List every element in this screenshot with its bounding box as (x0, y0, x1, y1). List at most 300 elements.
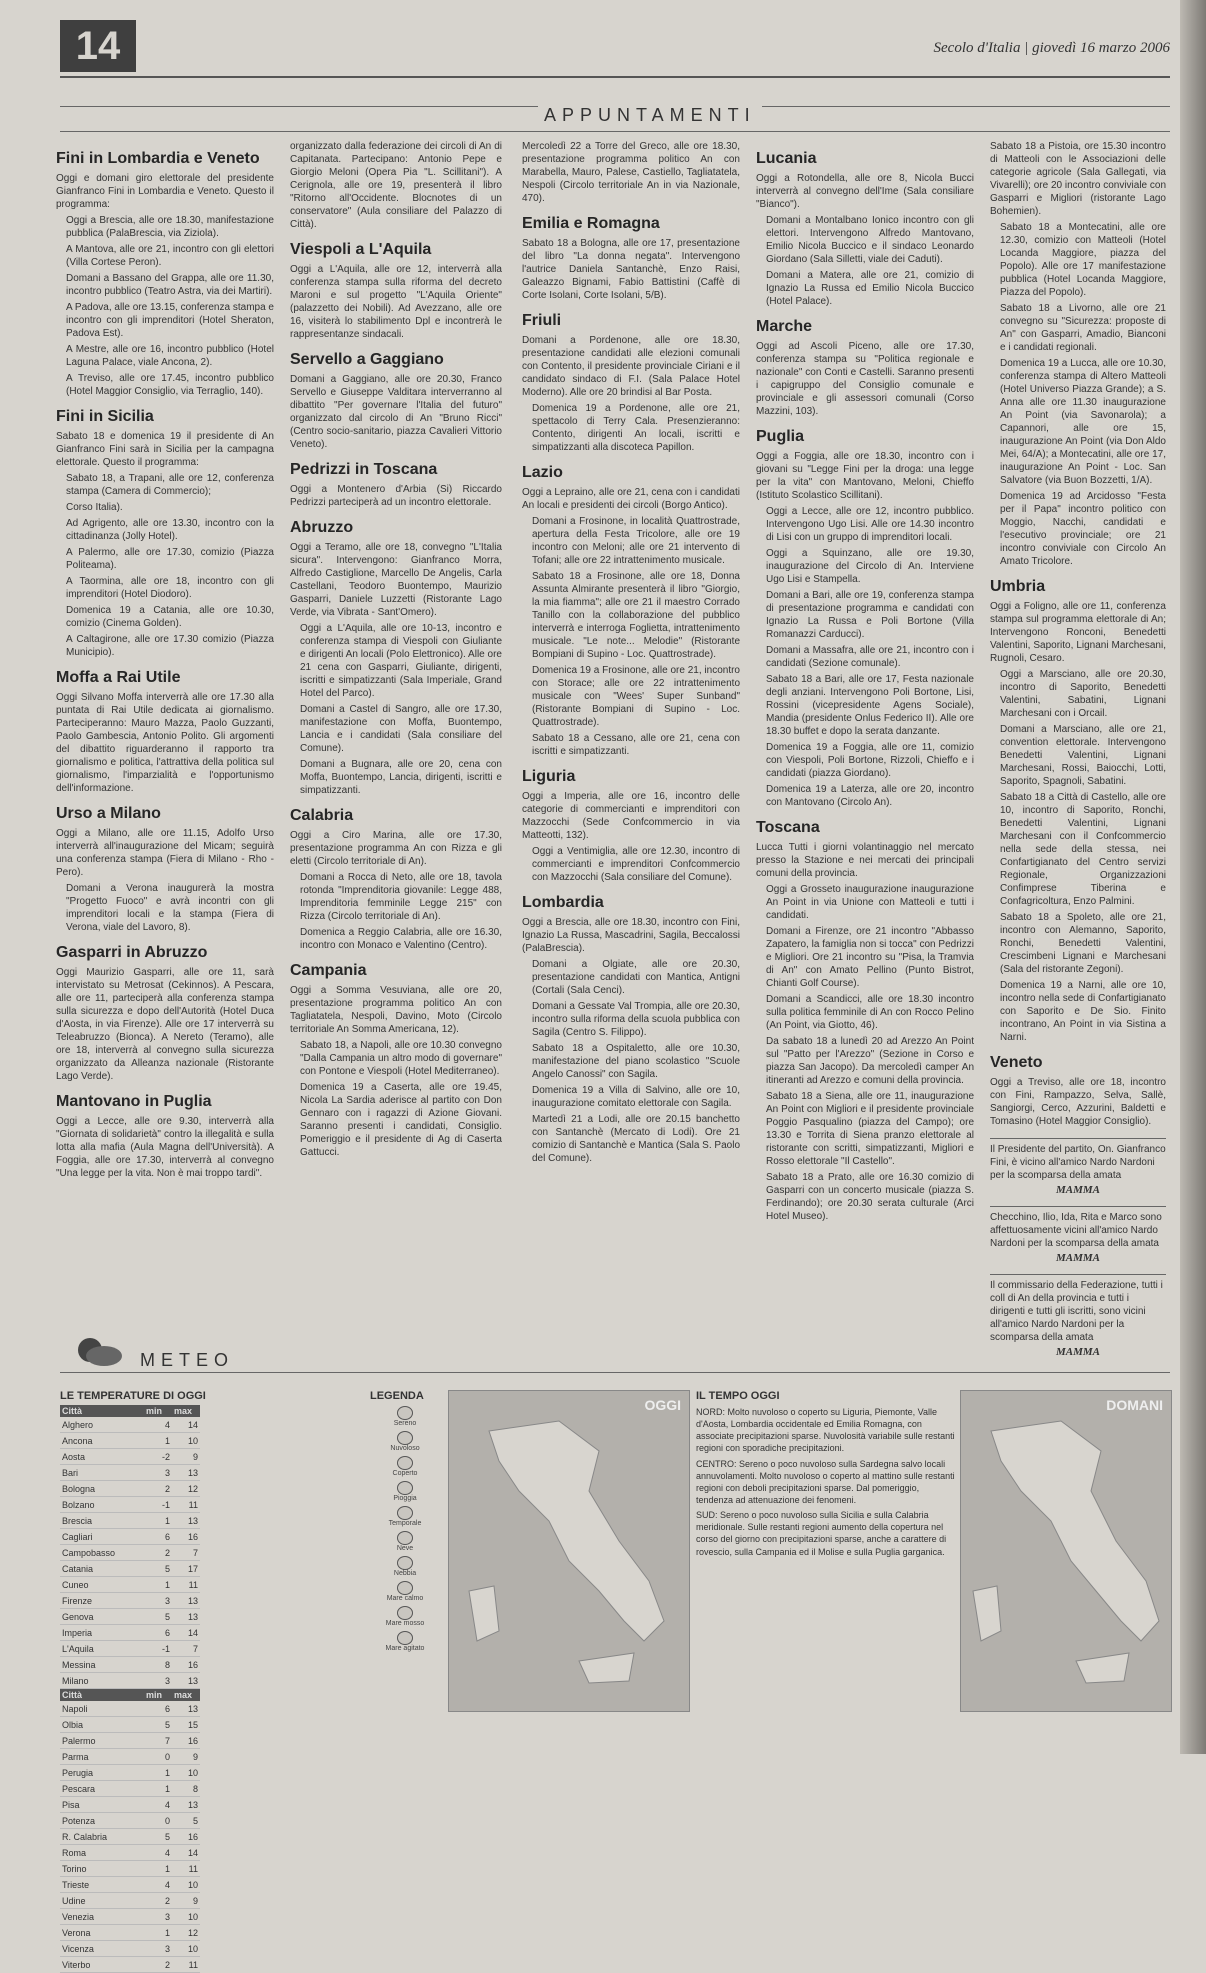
temperature-row (60, 1797, 200, 1813)
article-title-emilia-e-romagna: Emilia e Romagna (522, 215, 660, 232)
max-temp: 9 (172, 1893, 200, 1909)
city-name: Palermo (60, 1733, 144, 1749)
article-title-umbria: Umbria (990, 578, 1046, 595)
column-1 (56, 140, 274, 1183)
city-name: Roma (60, 1845, 144, 1861)
city-name: Catania (60, 1561, 144, 1577)
article-paragraph: Oggi a Milano, alle ore 11.15, Adolfo Urso interverrà all'inaugurazione del Micam; seguirà una conferenza stampa (Fiera di Milano - Rho - Pero). (56, 828, 274, 878)
article-paragraph: Domani a Marsciano, alle ore 21, convention elettorale. Intervengono Benedetti Valentini, Lignani Marchesani, Rossi, Baiocchi, Lotti, Saporito, Spagnoli, Sabatini. (1000, 724, 1166, 787)
article-paragraph: Oggi a Teramo, alle ore 18, convegno "L'Italia sicura". Intervengono: Gianfranco Morra, Alfredo Castiglione, Marcello De Angelis, Carla Castellani, Teodoro Buontempo, Maurizio Gasparri, Daniele Luzzetti (Ristorante Lago Verde, via Vibrata - Sant'Omero). (290, 542, 502, 618)
weather-symbol-icon (397, 1606, 413, 1620)
article-paragraph: Domani a Matera, alle ore 21, comizio di Ignazio La Russa ed Emilio Nicola Buccico (Hotel Palace). (766, 270, 974, 307)
article-paragraph: Domani a Bari, alle ore 19, conferenza stampa di presentazione programma e candidati con Ignazio La Russa e Poli Bortone (Villa Romanazzi Carducci). (766, 590, 974, 640)
temperature-row (60, 1845, 200, 1861)
min-temp: 5 (144, 1717, 172, 1733)
weather-symbol-icon (397, 1631, 413, 1645)
article-paragraph: Oggi a Marsciano, alle ore 20.30, incontro di Saporito, Benedetti Valentini, Sabatini, Lignani Marchesani con i Orcail. (1000, 669, 1166, 719)
temperature-row (60, 1545, 200, 1561)
legend-item (370, 1631, 440, 1652)
column-2 (290, 140, 502, 1162)
column-5 (990, 140, 1166, 1366)
article-paragraph: Oggi a Foligno, alle ore 11, conferenza stampa sul programma elettorale di An; Intervengono Ronconi, Benedetti Valentini, Saporito, Lignani Marchesani, Rugnoli, Cesaro. (990, 601, 1166, 664)
article-title-toscana: Toscana (756, 819, 820, 836)
article-paragraph: Domenica 19 a Foggia, alle ore 11, comizio con Viespoli, Poli Bortone, Rizzoli, Chieffo e i candidati (piazza Giordano). (766, 742, 974, 779)
min-temp: 1 (144, 1433, 172, 1449)
article-paragraph: Sabato 18 a Frosinone, alle ore 18, Donna Assunta Almirante presenterà il libro "Giorgio, la mia fiamma"; alle ore 21 il maestro Corrado Tanillo con la collaborazione del pubblico interverrà e interroga Foglietta, intrattenimento musicale. "Le note... Melodie" (Ristorante Bompiani di Supino - Loc. Quattrostrade). (532, 571, 740, 660)
city-name: Venezia (60, 1909, 144, 1925)
article-paragraph: Sabato 18, a Trapani, alle ore 12, conferenza stampa (Camera di Commercio); (66, 473, 274, 497)
col-header-city: Città (60, 1405, 144, 1417)
city-name: Trieste (60, 1877, 144, 1893)
article-title-fini-in-sicilia: Fini in Sicilia (56, 408, 154, 425)
min-temp: 5 (144, 1561, 172, 1577)
article-paragraph: Oggi a Ventimiglia, alle ore 12.30, incontro di commercianti e imprenditori Confcommercio con Mazzocchi (Sala consiliare del Comune). (532, 846, 740, 883)
article-paragraph: Oggi Maurizio Gasparri, alle ore 11, sarà intervistato su Metrosat (Cekinnos). A Pescara, alle ore 11, parteciperà alla conferenza stampa sulla sicurezza e dopo dell'Autorità (Hotel Duca d'Aosta, in via Firenze). Alle ore 17 interverrà su Teleabruzzo (Bionca). A Nereto (Teramo), alle ore 18, interverrà al convegno sulla sicurezza organizzato da Alleanza nazionale (Ristorante Lago Verde). (56, 967, 274, 1082)
city-name: Imperia (60, 1625, 144, 1641)
article-paragraph: Sabato 18 a Cessano, alle ore 21, cena con iscritti e simpatizzanti. (532, 733, 740, 757)
article-title-lucania: Lucania (756, 150, 817, 167)
article-paragraph: Domenica 19 a Pordenone, alle ore 21, spettacolo di Terry Cala. Presenzieranno: Contento, dirigenti An locali, iscritti e simpatizzanti alla discoteca Papillon. (532, 403, 740, 453)
city-name: Cuneo (60, 1577, 144, 1593)
forecast-south: SUD: Sereno o poco nuvoloso sulla Sicilia e sulla Calabria meridionale. Sulle restanti regioni aumento della copertura nel corso del giorno con precipitazioni sparse, anche a carattere di rovescio, sulla Campania ed il Molise e sulla Puglia garganica. (696, 1510, 947, 1557)
article-paragraph: Domani a Scandicci, alle ore 18.30 incontro sulla politica femminile di An con Rocco Pelino (An Point, via Giotto, 46). (766, 994, 974, 1031)
max-temp: 10 (172, 1765, 200, 1781)
city-name: Bolzano (60, 1497, 144, 1513)
article-title-friuli: Friuli (522, 312, 562, 329)
max-temp: 17 (172, 1561, 200, 1577)
max-temp: 12 (172, 1925, 200, 1941)
legend-item (370, 1581, 440, 1602)
temperature-row (60, 1449, 200, 1465)
article-paragraph: Domani a Gaggiano, alle ore 20.30, Franco Servello e Giuseppe Valditara interverranno al dibattito "Per governare l'Italia del futuro" organizzato dal circolo di An "Bruno Ricci" (Centro socio-sanitario, piazza Cavalieri Vittorio Veneto). (290, 374, 502, 450)
temperatures-title: LE TEMPERATURE DI OGGI (60, 1390, 206, 1402)
article-paragraph: A Treviso, alle ore 17.45, incontro pubblico (Hotel Maggior Consiglio, via Terraglio, 140). (66, 373, 274, 397)
weather-symbol-icon (397, 1456, 413, 1470)
article-title-campania: Campania (290, 962, 367, 979)
temperature-row (60, 1641, 200, 1657)
temperature-row (60, 1717, 200, 1733)
article-paragraph: Sabato 18 a Livorno, alle ore 21 convegno su "Sicurezza: proposte di An" con Gasparri, Amadio, Bianconi e i candidati regionali. (1000, 303, 1166, 353)
article-paragraph: Oggi a Squinzano, alle ore 19.30, inaugurazione del Circolo di An. Interviene Ugo Lisi e Stampella. (766, 548, 974, 585)
weather-symbol-icon (397, 1406, 413, 1420)
max-temp: 10 (172, 1433, 200, 1449)
article-title-servello-a-gaggiano: Servello a Gaggiano (290, 351, 444, 368)
max-temp: 10 (172, 1909, 200, 1925)
forecast-text (696, 1390, 956, 1561)
death-notices (990, 1138, 1166, 1358)
city-name: Firenze (60, 1593, 144, 1609)
legend-label: Neve (396, 1545, 414, 1552)
article-title-moffa-a-rai-utile: Moffa a Rai Utile (56, 669, 181, 686)
col-header-min: min (144, 1405, 172, 1417)
notice-signature: MAMMA (1055, 1346, 1101, 1358)
min-temp: 3 (144, 1673, 172, 1689)
notice-signature: MAMMA (1055, 1184, 1101, 1196)
city-name: Udine (60, 1893, 144, 1909)
italy-map-tomorrow (961, 1391, 1171, 1711)
min-temp: 0 (144, 1813, 172, 1829)
article-paragraph: Oggi a Grosseto inaugurazione inaugurazione An Point in via Unione con Matteoli e tutti i candidati. (766, 884, 974, 921)
article-paragraph: Sabato 18 a Prato, alle ore 16.30 comizio di Gasparri con un concerto musicale (piazza S. Ferdinando); ore 20.30 serata culturale (Arci Hotel Museo). (766, 1172, 974, 1222)
min-temp: 5 (144, 1829, 172, 1845)
notice-text: Il Presidente del partito, On. Gianfranco Fini, è vicino all'amico Nardo Nardoni per la scomparsa della amata (990, 1138, 1166, 1182)
temperature-row (60, 1417, 200, 1433)
column-5-articles (990, 140, 1166, 1128)
article-paragraph: Oggi a Treviso, alle ore 18, incontro con Fini, Rampazzo, Selva, Sallè, Sangiorgi, Cerco, Azzurini, Baldetti e Tomasino (Hotel Maggior Consiglio). (990, 1077, 1166, 1127)
temperature-row (60, 1513, 200, 1529)
article-paragraph: Domani a Verona inaugurerà la mostra "Progetto Fuoco" e avrà incontri con gli imprenditori locali e la stampa (Fiera di Verona, viale del Lavoro, 8). (66, 883, 274, 933)
article-paragraph: Oggi a Imperia, alle ore 16, incontro delle categorie di commercianti e imprenditori con Mazzocchi (Sede Confcommercio in via Matteotti, 132). (522, 791, 740, 841)
legend-item (370, 1456, 440, 1477)
masthead: Secolo d'Italia | giovedì 16 marzo 2006 (933, 40, 1170, 56)
temperature-row (60, 1941, 200, 1957)
article-paragraph: Oggi a L'Aquila, alle ore 10-13, incontro e conferenza stampa di Viespoli con Giuliante e dirigenti An locali (Polo Elettronico). Alle ore 21 cena con Gasparri, Giuliante, dirigenti, iscritti e simpatizzanti (Sala Imperiale, Grand Hotel del Parco). (300, 623, 502, 699)
article-paragraph: Domenica 19 a Narni, alle ore 10, incontro nella sede di Confartigianato con Saporito e De Sio. Finito incontrano, An Point in via Sistina a Narni. (1000, 980, 1166, 1043)
city-name: Genova (60, 1609, 144, 1625)
temperature-row (60, 1657, 200, 1673)
min-temp: 5 (144, 1609, 172, 1625)
min-temp: 6 (144, 1625, 172, 1641)
min-temp: 1 (144, 1513, 172, 1529)
temperature-row (60, 1497, 200, 1513)
city-name: L'Aquila (60, 1641, 144, 1657)
article-paragraph: Oggi Silvano Moffa interverrà alle ore 17.30 alla puntata di Rai Utile dedicata ai giornalismo. Parteciperanno: Mauro Mazza, Paolo Guzzanti, Paolo Gambescia, Antonio Polito. Gli argomenti del dibattito riguarderanno il rapporto tra giornalismo e politica, l'attrattiva della politica sul giornalismo, l'imparzialità e l'opportunismo dell'informazione. (56, 692, 274, 794)
legend-label: Nuvoloso (390, 1445, 420, 1452)
article-paragraph: Domani a Pordenone, alle ore 18.30, presentazione candidati alle elezioni comunali con Contento, il presidente provinciale Ciriani e il candidato sindaco di F.I. (Sala Palace Hotel Moderno). Alle ore 20 brindisi al Bar Posta. (522, 335, 740, 398)
min-temp: 1 (144, 1765, 172, 1781)
article-paragraph: Oggi a L'Aquila, alle ore 12, interverrà alla conferenza stampa sulla riforma del decreto Maroni e sul progetto "L'Aquila Oriente" (palazzetto dei Nobili). Ad Avezzano, alle ore 16, visiterà lo stabilimento Dpl e incontrerà le rappresentanze sindacali. (290, 264, 502, 340)
city-name: Aosta (60, 1449, 144, 1465)
article-paragraph: Domani a Frosinone, in località Quattrostrade, apertura della Festa Tricolore, alle ore 19 incontro con Meloni; alle ore 21 intervento di Tofani; alle ore 22 intrattenimento musicale. (532, 516, 740, 566)
article-paragraph: Domenica 19 a Laterza, alle ore 20, incontro con Mantovano (Circolo An). (766, 784, 974, 808)
max-temp: 12 (172, 1481, 200, 1497)
article-paragraph: Domani a Rocca di Neto, alle ore 18, tavola rotonda "Imprenditoria giovanile: Legge 488, Imprenditoria femminile Legge 215" con Rizza (Circolo territoriale di An). (300, 872, 502, 922)
article-title-marche: Marche (756, 318, 813, 335)
temperature-row (60, 1957, 200, 1973)
article-paragraph: Domani a Gessate Val Trompia, alle ore 20.30, incontro sulla riforma della scuola pubblica con Sagila (Centro S. Filippo). (532, 1001, 740, 1038)
notice-signature: MAMMA (1055, 1252, 1101, 1264)
min-temp: 4 (144, 1417, 172, 1433)
temperature-row (60, 1609, 200, 1625)
article-paragraph: Oggi a Foggia, alle ore 18.30, incontro con i giovani su "Legge Fini per la droga: una legge per la vita" con Mantovano, Meloni, Chieffo (Istituto Scolastico Scillitani). (756, 451, 974, 501)
min-temp: 4 (144, 1845, 172, 1861)
max-temp: 16 (172, 1829, 200, 1845)
article-paragraph: Oggi a Lepraino, alle ore 21, cena con i candidati An locali e presidenti dei circoli (Borgo Antico). (522, 487, 740, 511)
temperature-row (60, 1625, 200, 1641)
min-temp: 4 (144, 1797, 172, 1813)
max-temp: 14 (172, 1417, 200, 1433)
article-paragraph: Sabato 18 a Bologna, alle ore 17, presentazione del libro "La donna negata". Intervengono l'autrice Daniela Santanchè, Enzo Raisi, Galeazzo Bignami, Fabio Battistini (Caffè di Corte Isolani, Corte Isolani, 5/B). (522, 238, 740, 301)
temperature-row (60, 1909, 200, 1925)
weather-map-today (448, 1390, 690, 1712)
map-today-label: OGGI (644, 1397, 681, 1413)
legend-label: Temporale (388, 1520, 422, 1527)
article-title-veneto: Veneto (990, 1054, 1043, 1071)
max-temp: 8 (172, 1781, 200, 1797)
city-name: R. Calabria (60, 1829, 144, 1845)
max-temp: 10 (172, 1941, 200, 1957)
min-temp: 7 (144, 1733, 172, 1749)
legend-item (370, 1506, 440, 1527)
city-name: Perugia (60, 1765, 144, 1781)
article-paragraph: Oggi a Rotondella, alle ore 8, Nicola Bucci interverrà al convegno dell'Ime (Sala consiliare "Bianco"). (756, 173, 974, 210)
article-paragraph: Domenica 19 a Caserta, alle ore 19.45, Nicola La Sardia aderisce al partito con Don Gennaro con i ragazzi di Azione Giovani. Saranno presenti i candidati, Consiglio. Pomeriggio e il presidente di Ag di Caserta Gattucci. (300, 1082, 502, 1158)
temperature-row (60, 1481, 200, 1497)
weather-symbol-icon (397, 1506, 413, 1520)
article-paragraph: Oggi a Ciro Marina, alle ore 17.30, presentazione programma An con Rizza e gli eletti (Circolo territoriale di An). (290, 830, 502, 867)
article-title-fini-in-lombardia-e-veneto: Fini in Lombardia e Veneto (56, 150, 260, 167)
max-temp: 16 (172, 1657, 200, 1673)
max-temp: 14 (172, 1845, 200, 1861)
article-paragraph: Domenica 19 a Villa di Salvino, alle ore 10, inaugurazione comitato elettorale con Sagila. (532, 1085, 740, 1109)
article-paragraph: Oggi a Montenero d'Arbia (Si) Riccardo Pedrizzi parteciperà ad un incontro elettorale. (290, 484, 502, 508)
max-temp: 13 (172, 1593, 200, 1609)
temperature-table-right (60, 1689, 200, 1973)
temperature-row (60, 1765, 200, 1781)
notice-text: Checchino, Ilio, Ida, Rita e Marco sono affettuosamente vicini all'amico Nardo Nardoni per la scomparsa della amata (990, 1206, 1166, 1250)
article-paragraph: Oggi a Brescia, alle ore 18.30, incontro con Fini, Ignazio La Russa, Mascadrini, Sagila, Beccalossi (PalaBrescia). (522, 917, 740, 954)
max-temp: 14 (172, 1625, 200, 1641)
legend-title: LEGENDA (370, 1390, 424, 1402)
article-title-urso-a-milano: Urso a Milano (56, 805, 161, 822)
weather-legend (370, 1390, 440, 1652)
temperature-row (60, 1701, 200, 1717)
article-paragraph: Oggi a Somma Vesuviana, alle ore 20, presentazione programma politico An con Tagliatatela, Nespoli, Davino, Moto (Circolo territoriale An Somma Americana, 12). (290, 985, 502, 1035)
city-name: Brescia (60, 1513, 144, 1529)
max-temp: 11 (172, 1497, 200, 1513)
notice-text: Il commissario della Federazione, tutti i coll di An della provincia e tutti i dirigenti e tutti gli iscritti, sono vicini all'amico Nardo Nardoni per la scomparsa della amata (990, 1274, 1166, 1344)
legend-label: Nebbia (393, 1570, 417, 1577)
temperature-tables (60, 1390, 350, 1973)
italy-map-today (449, 1391, 689, 1711)
article-paragraph: Sabato 18 a Spoleto, alle ore 21, incontro con Alemanno, Saporito, Ronchi, Benedetti Valentini, Crescimbeni Lignani e Marchesani (Sala del ristorante Zegoni). (1000, 912, 1166, 975)
legend-label: Pioggia (393, 1495, 417, 1502)
city-name: Olbia (60, 1717, 144, 1733)
legend-item (370, 1531, 440, 1552)
max-temp: 9 (172, 1449, 200, 1465)
max-temp: 13 (172, 1513, 200, 1529)
meteo-title: METEO (140, 1350, 235, 1370)
min-temp: 2 (144, 1893, 172, 1909)
article-paragraph: Domenica 19 a Frosinone, alle ore 21, incontro con Storace; alle ore 22 intrattenimento musicale con "Wees' Super Sunband" (Ristorante Bompiani di Supino - Loc. Quattrostrade). (532, 665, 740, 728)
city-name: Verona (60, 1925, 144, 1941)
legend-item (370, 1406, 440, 1427)
article-title-puglia: Puglia (756, 428, 805, 445)
max-temp: 16 (172, 1529, 200, 1545)
max-temp: 11 (172, 1957, 200, 1973)
max-temp: 13 (172, 1465, 200, 1481)
article-title-pedrizzi-in-toscana: Pedrizzi in Toscana (290, 461, 438, 478)
temperature-row (60, 1749, 200, 1765)
article-title-gasparri-in-abruzzo: Gasparri in Abruzzo (56, 944, 208, 961)
max-temp: 7 (172, 1545, 200, 1561)
article-paragraph: Domenica a Reggio Calabria, alle ore 16.30, incontro con Monaco e Valentino (Centro). (300, 927, 502, 951)
forecast-north: NORD: Molto nuvoloso o coperto su Liguria, Piemonte, Valle d'Aosta, Lombardia occidentale ed Emilia Romagna, con associate precipitazioni sparse. Nuvolosità variabile sulle restanti regioni con sporadiche precipitazioni. (696, 1407, 955, 1454)
column-4 (756, 140, 974, 1226)
max-temp: 13 (172, 1673, 200, 1689)
legend-item (370, 1481, 440, 1502)
min-temp: 3 (144, 1593, 172, 1609)
col-header-max: max (172, 1405, 200, 1417)
max-temp: 9 (172, 1749, 200, 1765)
min-temp: -1 (144, 1641, 172, 1657)
city-name: Vicenza (60, 1941, 144, 1957)
temperature-row (60, 1433, 200, 1449)
article-paragraph: Sabato 18 a Siena, alle ore 11, inaugurazione An Point con Migliori e il presidente provinciale Poggio Pasqualino (piazza del Campo); ore 13.30 e Torrita di Siena pranzo elettorale al ristorante con scritti, simpatizzanti, Migliori e Rosso elettorale "Il Castello". (766, 1091, 974, 1167)
min-temp: 4 (144, 1877, 172, 1893)
city-name: Pescara (60, 1781, 144, 1797)
min-temp: 3 (144, 1909, 172, 1925)
max-temp: 11 (172, 1861, 200, 1877)
col-header-max: max (172, 1689, 200, 1701)
max-temp: 11 (172, 1577, 200, 1593)
article-paragraph: Domani a Firenze, ore 21 incontro "Abbasso Zapatero, la famiglia non si tocca" con Pedrizzi e Migliori. Ore 21 incontro su "Pisa, la Tramvia di An" con Amato Pellino (Punto Bistrot, Chianti Golf Course). (766, 926, 974, 989)
temperature-row (60, 1529, 200, 1545)
min-temp: 0 (144, 1749, 172, 1765)
section-title: APPUNTAMENTI (538, 105, 762, 126)
temperature-row (60, 1577, 200, 1593)
temperature-row (60, 1465, 200, 1481)
min-temp: -1 (144, 1497, 172, 1513)
col-header-city: Città (60, 1689, 144, 1701)
weather-symbol-icon (397, 1481, 413, 1495)
min-temp: 2 (144, 1545, 172, 1561)
temperature-row (60, 1893, 200, 1909)
temperature-row (60, 1829, 200, 1845)
legend-label: Coperto (392, 1470, 418, 1477)
article-title-lazio: Lazio (522, 464, 563, 481)
legend-label: Mare agitato (385, 1645, 425, 1652)
page-number: 14 (60, 20, 136, 72)
temperature-row (60, 1925, 200, 1941)
min-temp: 2 (144, 1957, 172, 1973)
max-temp: 10 (172, 1877, 200, 1893)
city-name: Messina (60, 1657, 144, 1673)
min-temp: 1 (144, 1925, 172, 1941)
city-name: Bari (60, 1465, 144, 1481)
min-temp: 6 (144, 1529, 172, 1545)
min-temp: 1 (144, 1577, 172, 1593)
temperature-row (60, 1877, 200, 1893)
page-spine (1180, 0, 1206, 1754)
article-paragraph: Sabato 18 e domenica 19 il presidente di An Gianfranco Fini sarà in Sicilia per la campagna elettorale. Questo il programma: (56, 431, 274, 468)
meteo-header (60, 1350, 1170, 1373)
city-name: Viterbo (60, 1957, 144, 1973)
section-header (60, 106, 1170, 132)
map-tomorrow-label: DOMANI (1106, 1397, 1163, 1413)
article-paragraph: Sabato 18 a Bari, alle ore 17, Festa nazionale degli anziani. Intervengono Poli Bortone, Lisi, Rossini (vicepresidente Agens Sociale), Mandia (presidente Onlus Federico II). Alle ore 18.30 buffet e dopo la serata danzante. (766, 674, 974, 737)
min-temp: 2 (144, 1481, 172, 1497)
article-paragraph: Ad Agrigento, alle ore 13.30, incontro con la cittadinanza (Jolly Hotel). (66, 518, 274, 542)
temperature-row (60, 1781, 200, 1797)
weather-symbol-icon (397, 1556, 413, 1570)
article-paragraph: Domani a Montalbano Ionico incontro con gli elettori. Intervengono Alfredo Mantovano, Emilio Nicola Buccico e il sindaco Leonardo Giordano (Sala Silletti, viale dei Caduti). (766, 215, 974, 265)
city-name: Bologna (60, 1481, 144, 1497)
article-paragraph: Mercoledì 22 a Torre del Greco, alle ore 18.30, presentazione programma politico An con Marabella, Mauro, Palese, Castiello, Tagliatatela, Nespoli (Circolo territoriale An in via Nazionale, 470). (522, 141, 740, 204)
weather-map-tomorrow (960, 1390, 1172, 1712)
article-paragraph: Corso Italia). (66, 502, 123, 513)
article-paragraph: Domenica 19 a Lucca, alle ore 10.30, conferenza stampa di Altero Matteoli (Hotel Universo Piazza Grande); a S. Anna alle ore 11.30 inaugurazione An Point (via Savonarola); a Capannori, alle ore 15, inaugurazione An Point (via Don Aldo Mei, 64/A); a Montecatini, alle ore 17, inaugurazione An Point - Loc. San Salvatore (via Buon Bozzetti, 1/A). (1000, 358, 1166, 486)
city-name: Alghero (60, 1417, 144, 1433)
weather-sun-cloud-icon (70, 1330, 126, 1372)
article-paragraph: organizzato dalla federazione dei circoli di An di Capitanata. Partecipano: Antonio Pepe e Giorgio Meloni (Opera Pia "L. Scillitani"). A Cerignola, alle ore 19, presenterà il libro "Ritorno all'Occidente. Blocnotes di un conservatore" (Aula consiliare del Palazzo di Città). (290, 141, 502, 230)
max-temp: 13 (172, 1609, 200, 1625)
max-temp: 15 (172, 1717, 200, 1733)
column-3 (522, 140, 740, 1168)
temperature-table-left (60, 1405, 200, 1689)
article-paragraph: Oggi a Brescia, alle ore 18.30, manifestazione pubblica (PalaBrescia, via Ziziola). (66, 215, 274, 239)
temperature-row (60, 1561, 200, 1577)
temperature-row (60, 1673, 200, 1689)
article-paragraph: A Padova, alle ore 13.15, conferenza stampa e incontro con gli imprenditori (Hotel Sheraton, Padova Est). (66, 302, 274, 339)
city-name: Campobasso (60, 1545, 144, 1561)
city-name: Cagliari (60, 1529, 144, 1545)
city-name: Parma (60, 1749, 144, 1765)
temperature-row (60, 1733, 200, 1749)
article-paragraph: Domani a Castel di Sangro, alle ore 17.30, manifestazione con Moffa, Buontempo, Lancia e i candidati (Sala consiliare del Comune). (300, 704, 502, 754)
article-paragraph: Sabato 18 a Città di Castello, alle ore 10, incontro di Saporito, Ronchi, Benedetti Valentini, Lignani Marchesani con il Confcommercio nella sede della stessa, nei Confartigianato del Centro servizi Regionale, Organizzazioni Confimprese Tiberina e Confagricoltura, Enzo Palmini. (1000, 792, 1166, 907)
article-paragraph: Oggi a Lecce, alle ore 9.30, interverrà alla "Giornata di solidarietà" contro la illegalità e sulla lotta alla mafia (Aula Magna dell'Università). A Foggia, alle ore 17.30, interverrà al convegno "Una legge per la vita. Non è mai troppo tardi". (56, 1116, 274, 1179)
temperature-row (60, 1593, 200, 1609)
legend-label: Mare calmo (386, 1595, 424, 1602)
legend-item (370, 1606, 440, 1627)
article-title-mantovano-in-puglia: Mantovano in Puglia (56, 1093, 212, 1110)
legend-label: Sereno (393, 1420, 417, 1427)
city-name: Napoli (60, 1701, 144, 1717)
article-paragraph: Domani a Bassano del Grappa, alle ore 11.30, incontro pubblico (Teatro Astra, via dei Martiri). (66, 273, 274, 297)
article-paragraph: Sabato 18 a Montecatini, alle ore 12.30, comizio con Matteoli (Hotel Locanda Maggiore, piazza del Popolo). Alle ore 17 manifestazione pubblica (Hotel Locanda Maggiore, Piazza del Popolo). (1000, 222, 1166, 298)
col-header-min: min (144, 1689, 172, 1701)
forecast-center: CENTRO: Sereno o poco nuvoloso sulla Sardegna salvo locali annuvolamenti. Molto nuvoloso o coperto al mattino sulle restanti regioni con deboli precipitazioni sparse. Dal pomeriggio, tendenza ad attenuazione dei fenomeni. (696, 1458, 955, 1505)
article-title-abruzzo: Abruzzo (290, 519, 354, 536)
article-paragraph: A Mestre, alle ore 16, incontro pubblico (Hotel Laguna Palace, viale Ancona, 2). (66, 344, 274, 368)
city-name: Torino (60, 1861, 144, 1877)
min-temp: -2 (144, 1449, 172, 1465)
min-temp: 1 (144, 1861, 172, 1877)
article-paragraph: A Caltagirone, alle ore 17.30 comizio (Piazza Municipio). (66, 634, 274, 658)
article-paragraph: A Palermo, alle ore 17.30, comizio (Piazza Politeama). (66, 547, 274, 571)
article-paragraph: A Mantova, alle ore 21, incontro con gli elettori (Villa Cortese Peron). (66, 244, 274, 268)
temperature-row (60, 1861, 200, 1877)
city-name: Potenza (60, 1813, 144, 1829)
max-temp: 13 (172, 1797, 200, 1813)
article-paragraph: Domenica 19 ad Arcidosso "Festa per il Papa" incontro politico con Moggio, Nacchi, candidati e l'esecutivo provinciale; ore 21 incontro conviviale con Circolo An Amato Tricolore. (1000, 491, 1166, 567)
article-paragraph: Martedì 21 a Lodi, alle ore 20.15 banchetto con Santanchè (Mercato di Lodi). Ore 21 comizio di Santanchè e Mantica (Sala S. Paolo del Comune). (532, 1114, 740, 1164)
article-paragraph: Oggi ad Ascoli Piceno, alle ore 17.30, conferenza stampa su "Politica regionale e nazionale" con Conti e Castelli. Saranno presenti i capigruppo del Consiglio comunale e provinciale e gli assessori comunali (Corso Mazzini, 103). (756, 341, 974, 417)
article-paragraph: Domani a Bugnara, alle ore 20, cena con Moffa, Buontempo, Lancia, dirigenti, iscritti e simpatizzanti. (300, 759, 502, 796)
city-name: Milano (60, 1673, 144, 1689)
legend-item (370, 1431, 440, 1452)
min-temp: 8 (144, 1657, 172, 1673)
article-paragraph: Sabato 18, a Napoli, alle ore 10.30 convegno "Dalla Campania un altro modo di governare" con Pontone e Viespoli (Hotel Mediterraneo). (300, 1040, 502, 1077)
article-title-lombardia: Lombardia (522, 894, 604, 911)
max-temp: 7 (172, 1641, 200, 1657)
temperature-row (60, 1813, 200, 1829)
article-paragraph: Oggi e domani giro elettorale del presidente Gianfranco Fini in Lombardia e Veneto. Questo il programma: (56, 173, 274, 210)
min-temp: 1 (144, 1781, 172, 1797)
weather-symbol-icon (397, 1581, 413, 1595)
min-temp: 3 (144, 1465, 172, 1481)
article-paragraph: Lucca Tutti i giorni volantinaggio nel mercato presso la Stazione e nei mercati dei principali comuni della provincia. (756, 842, 974, 879)
min-temp: 6 (144, 1701, 172, 1717)
article-title-viespoli-a-l-aquila: Viespoli a L'Aquila (290, 241, 432, 258)
max-temp: 5 (172, 1813, 200, 1829)
forecast-title: IL TEMPO OGGI (696, 1390, 780, 1402)
page-header (60, 20, 1170, 78)
legend-item (370, 1556, 440, 1577)
legend-label: Mare mosso (385, 1620, 425, 1627)
max-temp: 13 (172, 1701, 200, 1717)
